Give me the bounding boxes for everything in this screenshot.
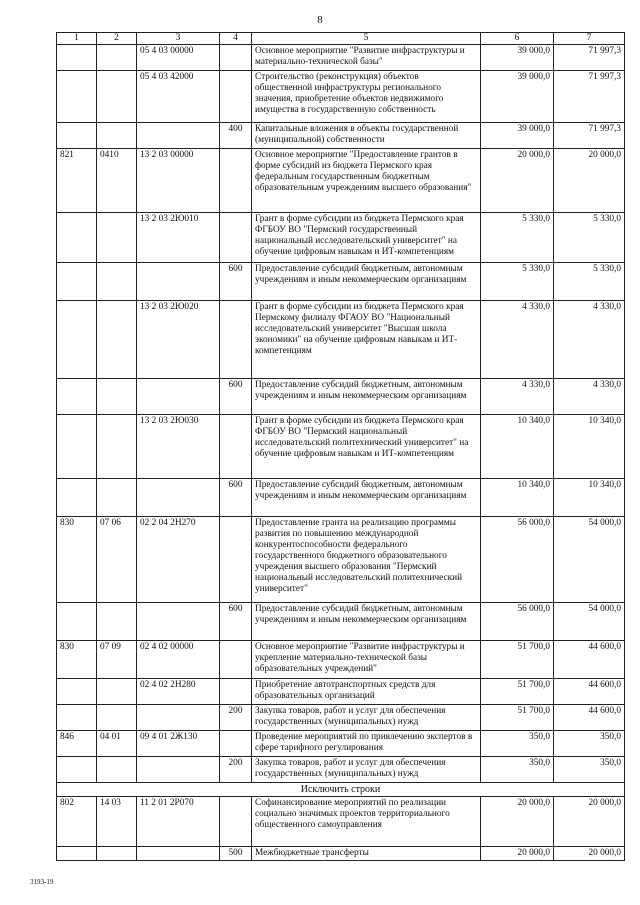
target-article-cell xyxy=(137,705,220,731)
section-code-cell xyxy=(97,301,137,379)
target-article-cell xyxy=(137,479,220,517)
target-article-cell xyxy=(137,123,220,149)
amount-2021-cell: 54 000,0 xyxy=(554,603,625,641)
amount-2021-cell: 10 340,0 xyxy=(554,415,625,479)
ministry-code-cell: 846 xyxy=(57,731,97,757)
ministry-code-cell: 802 xyxy=(57,797,97,847)
ministry-code-cell xyxy=(57,71,97,123)
description-cell: Закупка товаров, работ и услуг для обеспечения государственных (муниципальных) нужд xyxy=(252,705,481,731)
amount-2021-cell: 4 330,0 xyxy=(554,301,625,379)
amount-2021-cell: 71 997,3 xyxy=(554,123,625,149)
description-cell: Предоставление субсидий бюджетным, автономным учреждениям и иным некоммерческим организациям xyxy=(252,379,481,415)
ministry-code-cell xyxy=(57,705,97,731)
section-code-cell xyxy=(97,847,137,861)
target-article-cell: 13 2 03 00000 xyxy=(137,149,220,213)
table-row xyxy=(57,731,625,757)
amount-2021-cell: 5 330,0 xyxy=(554,213,625,263)
target-article-cell: 05 4 03 00000 xyxy=(137,45,220,71)
description-cell: Основное мероприятие "Развитие инфраструктуры и укрепление материально-технической базы образовательных учреждений" xyxy=(252,641,481,679)
header-row xyxy=(57,33,625,45)
target-article-cell: 13 2 03 2Ю030 xyxy=(137,415,220,479)
table-row xyxy=(57,415,625,479)
section-code-cell: 04 01 xyxy=(97,731,137,757)
amount-2020-cell: 51 700,0 xyxy=(481,679,554,705)
amount-2020-cell: 39 000,0 xyxy=(481,123,554,149)
amount-2021-cell: 71 997,3 xyxy=(554,45,625,71)
description-cell: Предоставление субсидий бюджетным, автономным учреждениям и иным некоммерческим организациям xyxy=(252,603,481,641)
section-code-cell: 07 06 xyxy=(97,517,137,603)
col-header-6: 6 xyxy=(481,33,554,45)
amount-2021-cell: 350,0 xyxy=(554,731,625,757)
page-number: 8 xyxy=(317,14,323,26)
expense-type-cell: 200 xyxy=(220,757,252,783)
expense-type-cell xyxy=(220,679,252,705)
expense-type-cell xyxy=(220,149,252,213)
target-article-cell: 05 4 03 42000 xyxy=(137,71,220,123)
table-row xyxy=(57,263,625,301)
section-code-cell xyxy=(97,71,137,123)
description-cell: Проведение мероприятий по привлечению экспертов в сфере тарифного регулирования xyxy=(252,731,481,757)
table-row xyxy=(57,123,625,149)
expense-type-cell xyxy=(220,731,252,757)
separator-label: Исключить строки xyxy=(57,783,625,797)
target-article-cell: 09 4 01 2Ж130 xyxy=(137,731,220,757)
ministry-code-cell xyxy=(57,123,97,149)
expense-type-cell: 500 xyxy=(220,847,252,861)
table-row xyxy=(57,847,625,861)
table-row xyxy=(57,641,625,679)
ministry-code-cell xyxy=(57,757,97,783)
table-row xyxy=(57,149,625,213)
expense-type-cell: 600 xyxy=(220,379,252,415)
ministry-code-cell: 821 xyxy=(57,149,97,213)
amount-2021-cell: 44 600,0 xyxy=(554,679,625,705)
amount-2020-cell: 39 000,0 xyxy=(481,71,554,123)
description-cell: Основное мероприятие "Предоставление грантов в форме субсидий из бюджета Пермского края федеральным государственным бюджетным образовательным учреждениям высшего образования" xyxy=(252,149,481,213)
section-code-cell: 07 09 xyxy=(97,641,137,679)
description-cell: Капитальные вложения в объекты государственной (муниципальной) собственности xyxy=(252,123,481,149)
target-article-cell xyxy=(137,603,220,641)
amount-2021-cell: 44 600,0 xyxy=(554,641,625,679)
ministry-code-cell xyxy=(57,213,97,263)
table-row xyxy=(57,603,625,641)
table-row xyxy=(57,797,625,847)
amount-2021-cell: 71 997,3 xyxy=(554,71,625,123)
ministry-code-cell: 830 xyxy=(57,517,97,603)
amount-2020-cell: 51 700,0 xyxy=(481,705,554,731)
target-article-cell: 02 4 02 00000 xyxy=(137,641,220,679)
ministry-code-cell xyxy=(57,679,97,705)
section-code-cell: 14 03 xyxy=(97,797,137,847)
table-row xyxy=(57,517,625,603)
amount-2020-cell: 56 000,0 xyxy=(481,517,554,603)
section-code-cell xyxy=(97,213,137,263)
amount-2020-cell: 10 340,0 xyxy=(481,479,554,517)
description-cell: Предоставление субсидий бюджетным, автономным учреждениям и иным некоммерческим организациям xyxy=(252,479,481,517)
target-article-cell: 02 4 02 2Н280 xyxy=(137,679,220,705)
target-article-cell xyxy=(137,847,220,861)
amount-2021-cell: 44 600,0 xyxy=(554,705,625,731)
ministry-code-cell xyxy=(57,415,97,479)
amount-2021-cell: 20 000,0 xyxy=(554,149,625,213)
table-row xyxy=(57,301,625,379)
col-header-7: 7 xyxy=(554,33,625,45)
table-row xyxy=(57,705,625,731)
section-code-cell xyxy=(97,757,137,783)
ministry-code-cell xyxy=(57,847,97,861)
section-code-cell xyxy=(97,123,137,149)
amount-2020-cell: 350,0 xyxy=(481,757,554,783)
ministry-code-cell: 830 xyxy=(57,641,97,679)
section-code-cell xyxy=(97,603,137,641)
section-code-cell xyxy=(97,705,137,731)
section-code-cell xyxy=(97,415,137,479)
table-row xyxy=(57,71,625,123)
expense-type-cell xyxy=(220,797,252,847)
target-article-cell xyxy=(137,757,220,783)
amount-2021-cell: 350,0 xyxy=(554,757,625,783)
expense-type-cell: 600 xyxy=(220,263,252,301)
amount-2021-cell: 54 000,0 xyxy=(554,517,625,603)
description-cell: Закупка товаров, работ и услуг для обеспечения государственных (муниципальных) нужд xyxy=(252,757,481,783)
ministry-code-cell xyxy=(57,301,97,379)
description-cell: Основное мероприятие "Развитие инфраструктуры и материально-технической базы" xyxy=(252,45,481,71)
section-code-cell xyxy=(97,479,137,517)
amount-2020-cell: 5 330,0 xyxy=(481,213,554,263)
amount-2021-cell: 10 340,0 xyxy=(554,479,625,517)
amount-2021-cell: 20 000,0 xyxy=(554,797,625,847)
target-article-cell: 13 2 03 2Ю020 xyxy=(137,301,220,379)
amount-2021-cell: 4 330,0 xyxy=(554,379,625,415)
table-row xyxy=(57,213,625,263)
table-row xyxy=(57,45,625,71)
description-cell: Грант в форме субсидии из бюджета Пермского края ФГБОУ ВО "Пермский национальный исследовательский политехнический университет" на обучение цифровым навыкам и ИТ-компетенциям xyxy=(252,415,481,479)
expense-type-cell xyxy=(220,71,252,123)
ministry-code-cell xyxy=(57,603,97,641)
ministry-code-cell xyxy=(57,479,97,517)
amount-2020-cell: 20 000,0 xyxy=(481,149,554,213)
ministry-code-cell xyxy=(57,263,97,301)
description-cell: Строительство (реконструкция) объектов общественной инфраструктуры регионального значения, приобретение объектов недвижимого имущества в государственную собственность xyxy=(252,71,481,123)
expense-type-cell xyxy=(220,415,252,479)
description-cell: Предоставление субсидий бюджетным, автономным учреждениям и иным некоммерческим организациям xyxy=(252,263,481,301)
amount-2020-cell: 350,0 xyxy=(481,731,554,757)
budget-table xyxy=(56,32,625,861)
target-article-cell: 11 2 01 2Р070 xyxy=(137,797,220,847)
amount-2020-cell: 39 000,0 xyxy=(481,45,554,71)
col-header-1: 1 xyxy=(57,33,97,45)
col-header-3: 3 xyxy=(137,33,220,45)
section-code-cell xyxy=(97,379,137,415)
amount-2020-cell: 20 000,0 xyxy=(481,847,554,861)
target-article-cell: 02 2 04 2Н270 xyxy=(137,517,220,603)
expense-type-cell: 600 xyxy=(220,479,252,517)
expense-type-cell xyxy=(220,213,252,263)
ministry-code-cell xyxy=(57,45,97,71)
col-header-4: 4 xyxy=(220,33,252,45)
amount-2020-cell: 4 330,0 xyxy=(481,301,554,379)
expense-type-cell xyxy=(220,45,252,71)
section-separator-row xyxy=(57,783,625,797)
target-article-cell xyxy=(137,379,220,415)
ministry-code-cell xyxy=(57,379,97,415)
description-cell: Предоставление гранта на реализацию программы развития по повышению международной конкурентоспособности федерального государственного бюджетного образовательного учреждения высшего образования "Пермский национальный исследовательский политехнический университет" xyxy=(252,517,481,603)
document-code: 3193-19 xyxy=(30,878,54,886)
table-row xyxy=(57,757,625,783)
amount-2020-cell: 56 000,0 xyxy=(481,603,554,641)
amount-2021-cell: 5 330,0 xyxy=(554,263,625,301)
amount-2020-cell: 10 340,0 xyxy=(481,415,554,479)
table-row xyxy=(57,379,625,415)
description-cell: Грант в форме субсидии из бюджета Пермского края Пермскому филиалу ФГАОУ ВО "Национальный исследовательский университет "Высшая школа экономики" на обучение цифровым навыкам и ИТ-компетенциям xyxy=(252,301,481,379)
section-code-cell xyxy=(97,45,137,71)
section-code-cell xyxy=(97,679,137,705)
col-header-5: 5 xyxy=(252,33,481,45)
table-row xyxy=(57,679,625,705)
section-code-cell: 0410 xyxy=(97,149,137,213)
target-article-cell: 13 2 03 2Ю010 xyxy=(137,213,220,263)
amount-2020-cell: 5 330,0 xyxy=(481,263,554,301)
target-article-cell xyxy=(137,263,220,301)
expense-type-cell: 400 xyxy=(220,123,252,149)
expense-type-cell: 200 xyxy=(220,705,252,731)
description-cell: Грант в форме субсидии из бюджета Пермского края ФГБОУ ВО "Пермский государственный национальный исследовательский университет" на обучение цифровым навыкам и ИТ-компетенциям xyxy=(252,213,481,263)
amount-2021-cell: 20 000,0 xyxy=(554,847,625,861)
section-code-cell xyxy=(97,263,137,301)
description-cell: Софинансирование мероприятий по реализации социально значимых проектов территориального общественного самоуправления xyxy=(252,797,481,847)
expense-type-cell: 600 xyxy=(220,603,252,641)
amount-2020-cell: 20 000,0 xyxy=(481,797,554,847)
expense-type-cell xyxy=(220,301,252,379)
description-cell: Межбюджетные трансферты xyxy=(252,847,481,861)
amount-2020-cell: 51 700,0 xyxy=(481,641,554,679)
amount-2020-cell: 4 330,0 xyxy=(481,379,554,415)
col-header-2: 2 xyxy=(97,33,137,45)
expense-type-cell xyxy=(220,641,252,679)
description-cell: Приобретение автотранспортных средств для образовательных организаций xyxy=(252,679,481,705)
expense-type-cell xyxy=(220,517,252,603)
table-row xyxy=(57,479,625,517)
